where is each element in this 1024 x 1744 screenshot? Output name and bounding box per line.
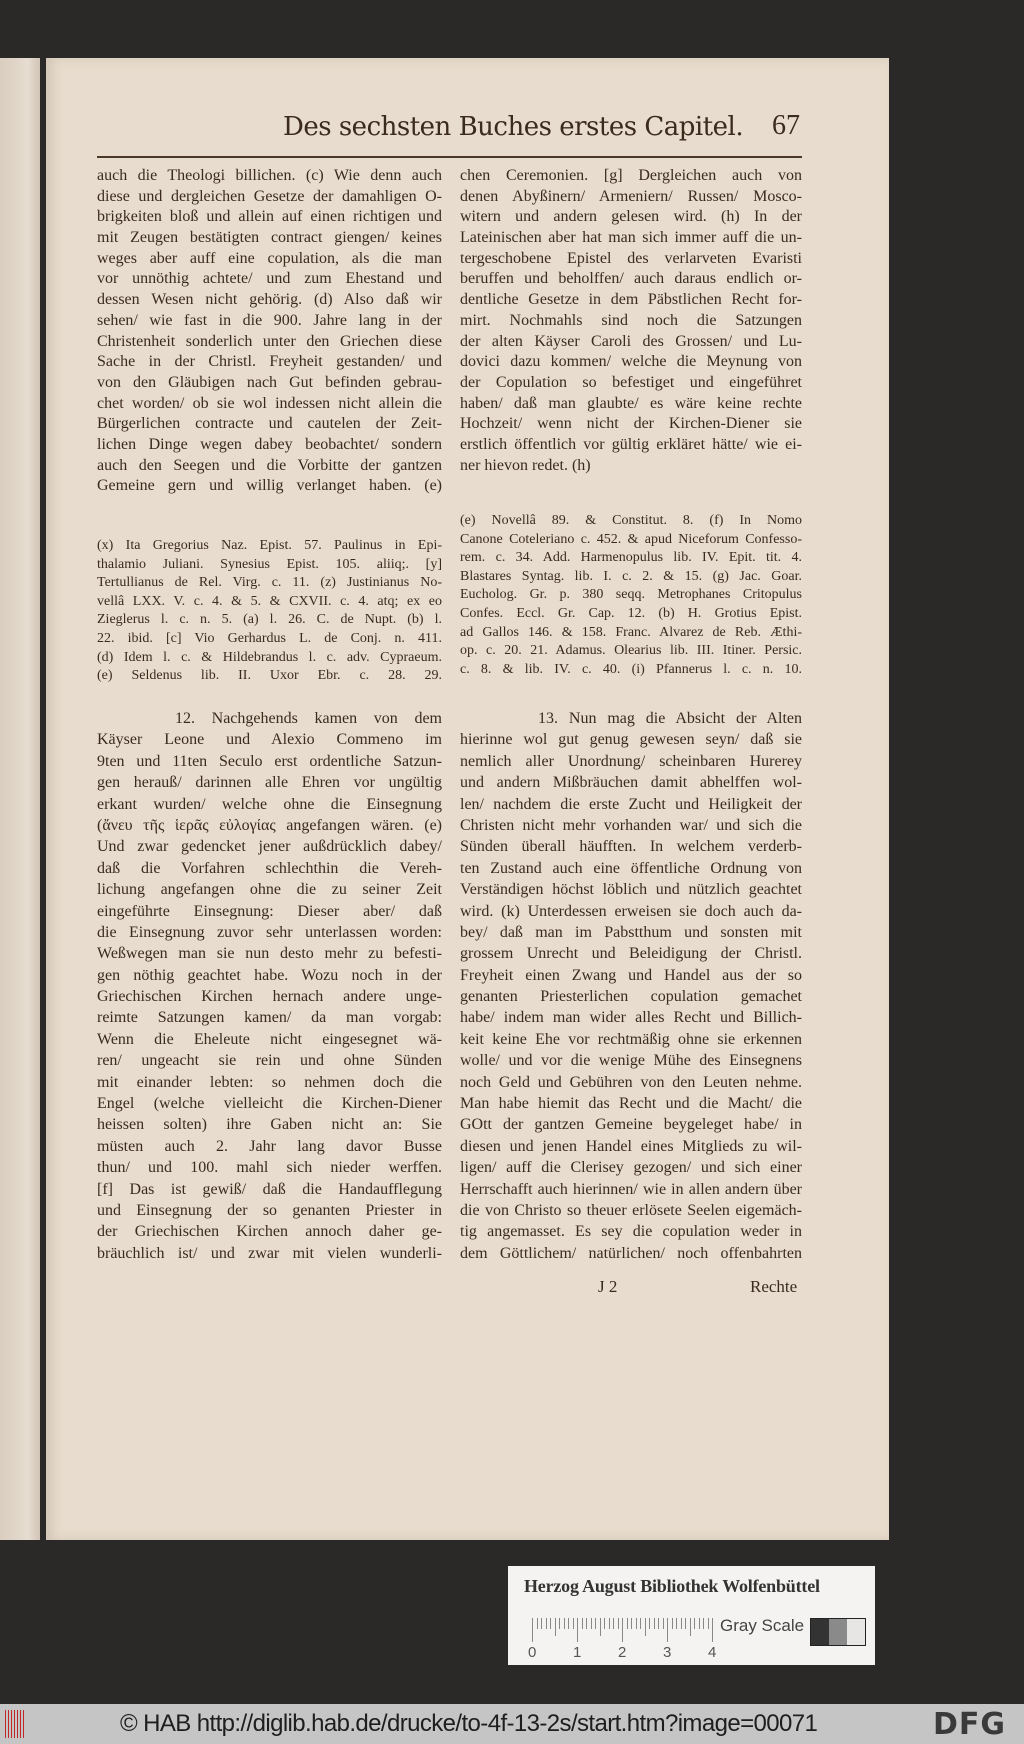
ruler-tick [577, 1618, 578, 1642]
dfg-logo: DFG [933, 1707, 1007, 1742]
text-line: len/ nachdem die erste Zucht und Heiligkeit der [460, 795, 802, 813]
ruler-tick [573, 1618, 574, 1629]
ruler-tick [609, 1618, 610, 1629]
library-scan-label [508, 1566, 875, 1665]
text-line: der alten Käyser Caroli des Grossen/ und Lu- [460, 332, 802, 350]
ruler-tick [564, 1618, 565, 1629]
ruler-tick [703, 1618, 704, 1629]
left-column-text [97, 166, 442, 497]
text-line: daß die Vorfahren schlechthin die Vereh- [97, 859, 442, 877]
ruler-tick [694, 1618, 695, 1629]
gray-swatch [847, 1619, 865, 1645]
text-line: der Griechischen Kirchen annoch daher ge- [97, 1223, 442, 1241]
section-13-text [460, 708, 802, 1264]
text-line: bey/ daß man im Pabstthum und sonsten mit [460, 923, 802, 941]
left-footnotes [97, 537, 442, 686]
ruler-tick [712, 1618, 713, 1642]
ruler-tick [555, 1618, 556, 1636]
text-line: erkant wurden/ welche ohne die Einsegnung [97, 795, 442, 813]
text-line: rem. c. 34. Add. Harmenopulus lib. IV. Epit. tit. 4. [460, 550, 802, 566]
text-line: 22. ibid. [c] Vio Gerhardus L. de Conj. n. 411. [97, 630, 442, 646]
text-line: Lateinischen aber hat man sich immer auff die un- [460, 229, 802, 247]
ruler-number: 1 [573, 1644, 582, 1661]
text-line: Confes. Eccl. Gr. Cap. 12. (b) H. Grotius Epist. [460, 605, 802, 621]
ruler-tick [537, 1618, 538, 1629]
header-rule [97, 156, 802, 158]
text-line: 12. Nachgehends kamen von dem [175, 710, 442, 727]
ruler-number: 2 [618, 1644, 627, 1661]
text-line: haben/ daß man glaubte/ es wäre keine rechte [460, 394, 802, 412]
text-line: auch den Seegen und die Vorbitte der gantzen [97, 456, 442, 474]
text-line: ren/ ungeacht sie rein und ohne Sünden [97, 1052, 442, 1070]
text-line: dovici dazu kommen/ welche die Meynung von [460, 353, 802, 371]
text-line: Und zwar gedencket jener außdrücklich dabey/ [97, 838, 442, 856]
text-line: Christen nicht mehr vorhanden war/ und sich die [460, 816, 802, 834]
text-line: keit keine Ehe vor rechtmäßig ohne sie erkennen [460, 1030, 802, 1048]
text-line: (d) Idem l. c. & Hildebrandus l. c. adv. Cypraeum. [97, 649, 442, 665]
hab-logo-icon [5, 1710, 25, 1738]
text-line: ner hievon redet. (h) [460, 456, 591, 474]
text-line: weges aber auff eine copulation, als die man [97, 249, 442, 267]
text-line: dessen Wesen nicht gehörig. (d) Also daß wir [97, 291, 442, 309]
text-line: Freyheit einen Zwang und Handel aus der so [460, 966, 802, 984]
gray-scale-swatches [810, 1618, 866, 1646]
gray-swatch [811, 1619, 829, 1645]
ruler-tick [699, 1618, 700, 1629]
text-line: müsten auch 2. Jahr lang davor Busse [97, 1137, 442, 1155]
ruler-tick [591, 1618, 592, 1629]
text-line: (e) Novellâ 89. & Constitut. 8. (f) In Nomo [460, 513, 802, 528]
ruler-tick [546, 1618, 547, 1629]
text-line: lichen Dinge wegen dabey beobachtet/ sondern [97, 435, 442, 453]
text-line: Zieglerus l. c. n. 5. (a) l. 26. C. de Nupt. (b) l. [97, 612, 442, 628]
ruler-tick [618, 1618, 619, 1629]
text-line: (e) Seldenus lib. II. Uxor Ebr. c. 28. 29. [97, 668, 442, 684]
ruler-number: 3 [663, 1644, 672, 1661]
text-line: denen Abyßinern/ Armeniern/ Russen/ Mosco- [460, 187, 802, 205]
text-line: sehen/ wie fast in die 900. Jahre lang in der [97, 311, 442, 329]
text-line: witern und andern gelesen wird. (h) In der [460, 208, 802, 226]
text-line: diese und dergleichen Gesetze der damahligen O- [97, 187, 442, 205]
ruler-tick [663, 1618, 664, 1629]
text-line: Sünden überall häufften. In welchem verderb- [460, 838, 802, 856]
text-line: Hochzeit/ wenn nicht der Kirchen-Diener sie [460, 415, 802, 433]
text-line: vellâ LXX. V. c. 4. & 5. & CXVII. c. 4. atq; ex eo [97, 593, 442, 609]
text-line: Wenn die Eheleute nicht eingesegnet wä- [97, 1030, 442, 1048]
copyright-link[interactable]: © HAB http://diglib.hab.de/drucke/to-4f-13-2s/start.htm?image=00071 [120, 1710, 818, 1737]
text-line: thun/ und 100. mahl sich nieder werffen. [97, 1159, 442, 1177]
ruler-tick [681, 1618, 682, 1629]
text-line: Tertullianus de Rel. Virg. c. 11. (z) Justinianus No- [97, 575, 442, 591]
text-line: Sache in der Christl. Freyheit gestanden/ und [97, 353, 442, 371]
gray-scale-label: Gray Scale [720, 1616, 805, 1635]
scale-ruler [532, 1618, 712, 1642]
ruler-number: 0 [528, 1644, 537, 1661]
text-line: chen Ceremonien. [g] Dergleichen auch von [460, 167, 802, 184]
text-line: eingeführte Einsegnung: Dieser aber/ daß [97, 902, 442, 920]
text-line: ad Gallos 146. & 158. Franc. Alvarez de Reb. Æthi- [460, 624, 802, 640]
ruler-tick [649, 1618, 650, 1629]
text-line: [f] Das ist gewiß/ daß die Handaufflegung [97, 1180, 442, 1198]
text-line: op. c. 20. 21. Adamus. Olearius lib. III. Itiner. Persic. [460, 643, 802, 659]
ruler-tick [708, 1618, 709, 1629]
ruler-tick [595, 1618, 596, 1629]
library-name: Herzog August Bibliothek Wolfenbüttel [524, 1576, 820, 1596]
text-line: und Einsegnung der so genanten Priester in [97, 1201, 442, 1219]
text-line: Bürgerlichen contracte und cautelen der Zeit- [97, 415, 442, 433]
text-line: reimte Satzungen kamen/ da man vorgab: [97, 1009, 442, 1027]
ruler-tick [690, 1618, 691, 1636]
text-line: 9ten und 11ten Seculo erst ordentliche Satzun- [97, 752, 442, 770]
text-line: chet worden/ ob sie wol indessen nicht allein die [97, 394, 442, 412]
text-line: thalamio Juliani. Synesius Epist. 105. aliiq;. [y] [97, 556, 442, 572]
ruler-tick [640, 1618, 641, 1629]
text-line: diesen und jenen Handel eines Mitglieds zu wil- [460, 1137, 802, 1155]
ruler-tick [636, 1618, 637, 1629]
text-line: mirt. Nochmahls sind noch die Satzungen [460, 311, 802, 329]
text-line: ten Zustand auch eine öffentliche Ordnung von [460, 859, 802, 877]
ruler-tick [568, 1618, 569, 1629]
text-line: heissen solten) ihre Gaben nicht an: Sie [97, 1116, 442, 1134]
text-line: Eucholog. Gr. p. 380 seqq. Metrophanes Critopulus [460, 587, 802, 603]
ruler-tick [627, 1618, 628, 1629]
ruler-tick [667, 1618, 668, 1642]
gray-swatch [829, 1619, 847, 1645]
text-line: die Einsegnung zuvor sehr unterlassen worden: [97, 923, 442, 941]
right-column-text [460, 166, 802, 476]
text-line: gen nöthig geachtet habe. Wozu noch in der [97, 966, 442, 984]
right-footnotes [460, 512, 802, 679]
text-line: gen herauß/ darinnen alle Ehren vor ungültig [97, 774, 442, 792]
text-line: Canone Coteleriano c. 452. & apud Niceforum Confesso- [460, 531, 802, 547]
text-line: GOtt der gantzen Gemeine beygeleget habe/ in [460, 1116, 802, 1134]
text-line: c. 8. & lib. IV. c. 40. (i) Pfannerus l. c. n. 10. [460, 661, 802, 677]
text-line: grossem Unrecht und Beleidigung der Christl. [460, 945, 802, 963]
text-line: und andern Mißbräuchen damit abhelffen wol- [460, 774, 802, 792]
ruler-tick [672, 1618, 673, 1629]
catchword: Rechte [750, 1277, 798, 1296]
text-line: der Copulation so befestiget und eingeführet [460, 373, 802, 391]
section-12-text [97, 708, 442, 1264]
text-line: Man habe hiemit das Recht und die Macht/ die [460, 1095, 802, 1113]
text-line: nemlich aller Unordnung/ scheinbaren Hurerey [460, 752, 802, 770]
ruler-tick [613, 1618, 614, 1629]
text-line: Blastares Syntag. lib. I. c. 2. & 15. (g) Jac. Goar. [460, 568, 802, 584]
ruler-tick [600, 1618, 601, 1636]
text-line: (ἄνευ τῆς ἱερᾶς εὐλογίας angefangen wären. (e) [97, 816, 442, 834]
text-line: 13. Nun mag die Absicht der Alten [538, 710, 802, 727]
text-line: beruffen und beholffen/ auch daraus endlich or- [460, 270, 802, 288]
ruler-tick [676, 1618, 677, 1629]
text-line: Griechischen Kirchen hernach andere unge- [97, 988, 442, 1006]
text-line: erstlich öffentlich vor gültig erkläret hätte/ wie ei- [460, 435, 802, 453]
text-line: bräuchlich ist/ und zwar mit vielen wunderli- [97, 1244, 442, 1262]
ruler-tick [532, 1618, 533, 1642]
running-title: Des sechsten Buches erstes Capitel. [283, 112, 744, 142]
text-line: noch Geld und Gebühren von den Leuten nehme. [460, 1073, 802, 1091]
text-line: wird. (k) Unterdessen erweisen sie doch auch da- [460, 902, 802, 920]
text-line: ligen/ auff die Clerisey gezogen/ und sich einer [460, 1159, 802, 1177]
page-number: 67 [772, 110, 800, 141]
text-line: Käyser Leone und Alexio Commeno im [97, 731, 442, 749]
ruler-tick [685, 1618, 686, 1629]
ruler-tick [631, 1618, 632, 1629]
text-line: wolle/ und vor die wenige Mühe des Einsegnens [460, 1052, 802, 1070]
ruler-tick [550, 1618, 551, 1629]
text-line: vor unnöthig achtete/ und zum Ehestand und [97, 270, 442, 288]
text-line: Weßwegen man sie nun desto mehr zu befesti- [97, 945, 442, 963]
text-line: Verständigen höchst löblich und nützlich geachtet [460, 881, 802, 899]
ruler-tick [541, 1618, 542, 1629]
text-line: mit Zeugen bestätigten contract giengen/ keines [97, 229, 442, 247]
text-line: (x) Ita Gregorius Naz. Epist. 57. Paulinus in Epi- [97, 538, 442, 553]
ruler-tick [582, 1618, 583, 1629]
ruler-tick [559, 1618, 560, 1629]
text-line: hierinne wol gut genug gewesen seyn/ daß sie [460, 731, 802, 749]
text-line: tig angemasset. Es sey die copulation weder in [460, 1223, 802, 1241]
ruler-tick [645, 1618, 646, 1636]
ruler-tick [622, 1618, 623, 1642]
text-line: dentliche Gesetze in dem Päbstlichen Recht for- [460, 291, 802, 309]
text-line: brigkeiten bloß und allein auf einen richtigen und [97, 208, 442, 226]
ruler-tick [586, 1618, 587, 1629]
ruler-number: 4 [708, 1644, 717, 1661]
text-line: dem Göttlichem/ natürlichen/ noch offenbahrten [460, 1244, 802, 1262]
ruler-tick [604, 1618, 605, 1629]
text-line: Christenheit sonderlich unter den Griechen diese [97, 332, 442, 350]
signature-mark: J 2 [598, 1277, 618, 1296]
text-line: Engel (welche vielleicht die Kirchen-Diener [97, 1095, 442, 1113]
text-line: lichung angefangen ohne die zu seiner Zeit [97, 881, 442, 899]
footer-bar [0, 1704, 1024, 1744]
ruler-tick [654, 1618, 655, 1629]
text-line: habe/ indem man wider alles Recht und Billich- [460, 1009, 802, 1027]
text-line: Gemeine gern und willig verlanget haben. (e) [97, 477, 442, 495]
text-line: mit einander lebten: so nehmen doch die [97, 1073, 442, 1091]
text-line: von den Gläubigen nach Gut befinden gebrau- [97, 373, 442, 391]
text-line: tergeschobene Epistel des verlarveten Evaristi [460, 249, 802, 267]
text-line: genanten Priesterlichen copulation gemachet [460, 988, 802, 1006]
ruler-tick [658, 1618, 659, 1629]
text-line: Herrschafft auch hierinnen/ wie in allen andern über [460, 1180, 802, 1198]
facing-page-edge [0, 58, 40, 1540]
text-line: die von Christo so theuer erlösete Seelen eigemäch- [460, 1201, 802, 1219]
text-line: auch die Theologi billichen. (c) Wie denn auch [97, 167, 442, 184]
